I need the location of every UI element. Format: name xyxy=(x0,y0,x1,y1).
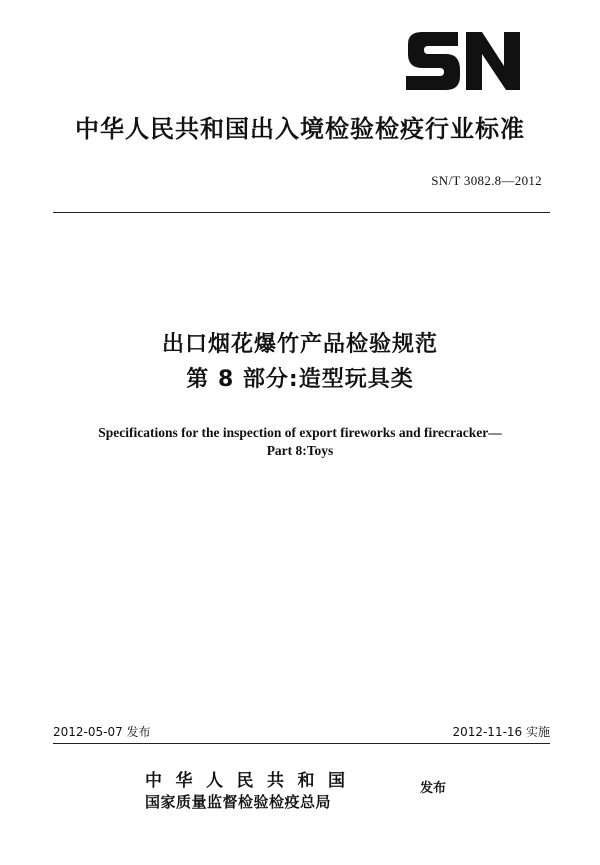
title-english-line1: Specifications for the inspection of export fireworks and firecracker— xyxy=(98,425,502,440)
issuer-agency: 国家质量监督检验检疫总局 xyxy=(145,793,332,811)
top-divider xyxy=(53,212,550,213)
issue-action-label: 发布 xyxy=(420,781,447,796)
title-chinese-line2: 第 8 部分:造型玩具类 xyxy=(186,367,414,392)
bottom-divider xyxy=(53,743,550,744)
standard-number: SN/T 3082.8—2012 xyxy=(431,173,542,188)
sn-logo xyxy=(400,30,524,92)
logo-s-glyph xyxy=(406,32,460,90)
logo-n-glyph xyxy=(466,32,520,90)
standard-organization: 中华人民共和国出入境检验检疫行业标准 xyxy=(75,115,525,143)
implementation-date: 2012-11-16 实施 xyxy=(452,725,550,739)
issuer-country: 中华人民共和国 xyxy=(145,771,359,791)
title-english-line2: Part 8:Toys xyxy=(266,443,334,458)
title-chinese-line1: 出口烟花爆竹产品检验规范 xyxy=(161,332,438,357)
issue-date: 2012-05-07 发布 xyxy=(53,725,151,739)
